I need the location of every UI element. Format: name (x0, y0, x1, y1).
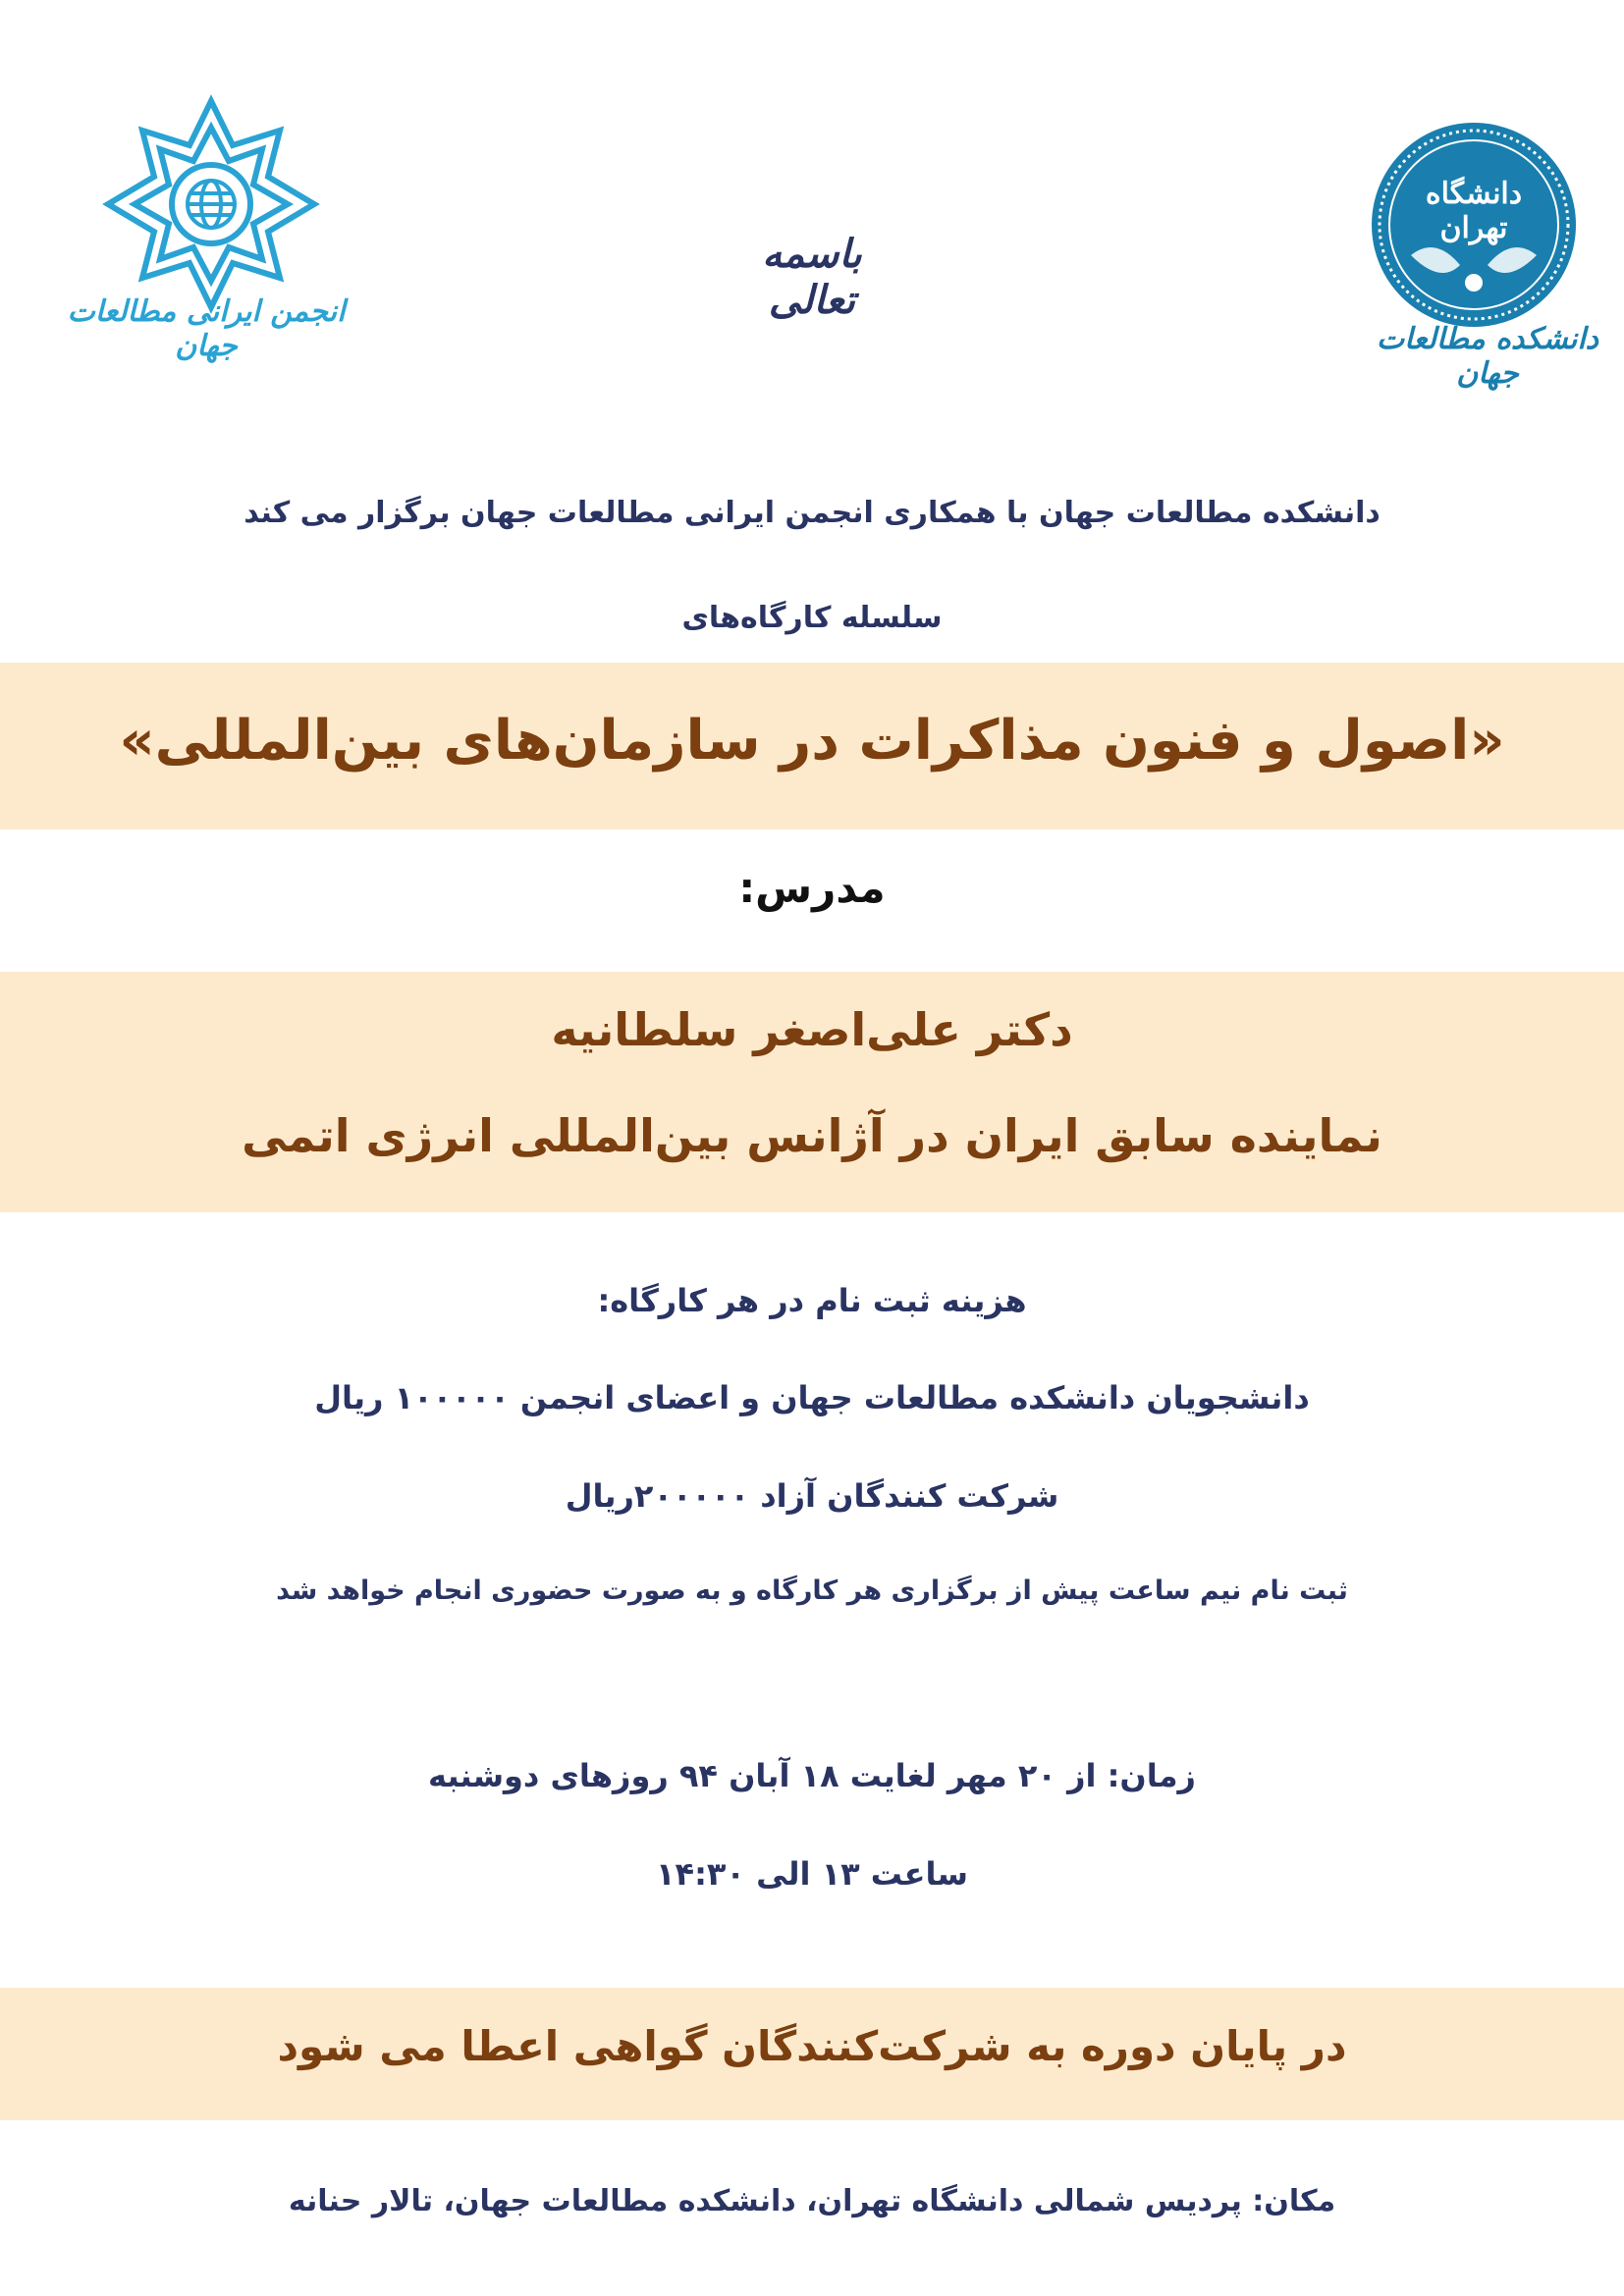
instructor-position: نماینده سابق ایران در آژانس بین‌المللی انرژی اتمی (242, 1109, 1382, 1162)
schedule-dates: زمان: از ۲۰ مهر لغایت ۱۸ آبان ۹۴ روزهای دوشنبه (428, 1757, 1196, 1794)
workshop-title: «اصول و فنون مذاکرات در سازمان‌های بین‌المللی» (119, 709, 1505, 773)
seal-text: دانشگاه تهران (1425, 177, 1523, 245)
instructor-label: مدرس: (738, 864, 886, 912)
intro-line-2: سلسله کارگاه‌های (681, 601, 943, 635)
schedule-hours: ساعت ۱۳ الی ۱۴:۳۰ (656, 1855, 968, 1893)
invocation: باسمه تعالی (762, 231, 862, 323)
fee-public: شرکت کنندگان آزاد ۲۰۰۰۰۰ریال (565, 1477, 1059, 1515)
fee-students: دانشجویان دانشکده مطالعات جهان و اعضای انجمن ۱۰۰۰۰۰ ریال (314, 1379, 1310, 1416)
certificate-note: در پایان دوره به شرکت‌کنندگان گواهی اعطا می شود (277, 2022, 1347, 2070)
left-logo-caption: انجمن ایرانی مطالعات جهان (67, 294, 346, 363)
instructor-name: دکتر علی‌اصغر سلطانیه (551, 1003, 1073, 1056)
registration-note: ثبت نام نیم ساعت پیش از برگزاری هر کارگاه و به صورت حضوری انجام خواهد شد (276, 1575, 1348, 1606)
intro-line-1: دانشکده مطالعات جهان با همکاری انجمن ایرانی مطالعات جهان برگزار می کند (244, 496, 1380, 530)
location: مکان: پردیس شمالی دانشگاه تهران، دانشکده مطالعات جهان، تالار حنانه (288, 2184, 1336, 2218)
right-logo-caption: دانشکده مطالعات جهان (1376, 322, 1599, 391)
fees-heading: هزینه ثبت نام در هر کارگاه: (597, 1282, 1027, 1319)
